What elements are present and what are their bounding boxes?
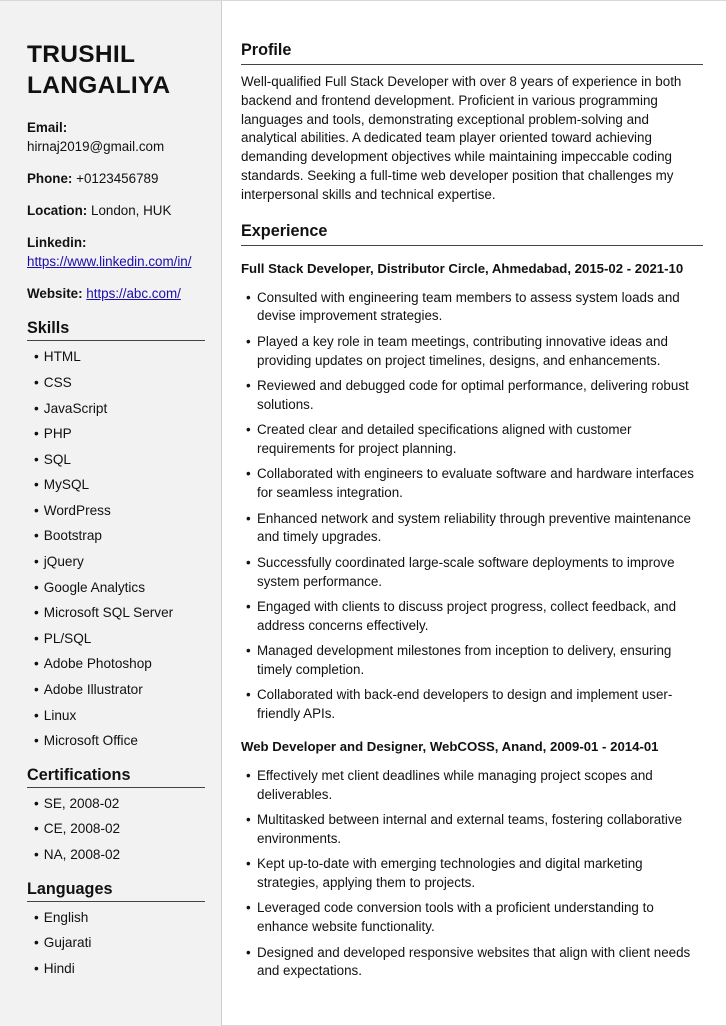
job-bullet: • Collaborated with back-end developers to design and implement user-friendly APIs.: [245, 686, 703, 724]
job-bullet: • Played a key role in team meetings, contributing innovative ideas and providing updates on project timelines, designs, and enhancements.: [245, 333, 703, 371]
phone-label: Phone:: [27, 170, 73, 186]
job-bullets: [241, 767, 703, 981]
profile-summary: Well-qualified Full Stack Developer with over 8 years of experience in both backend and frontend development. Proficient in various programming languages and tools, demonstrating exceptional problem-solving and analytical abilities. A dedicated team player oriented toward achieving demanding development objectives while maintaining impeccable coding standards. Seeking a full-time web developer position that challenges my interpersonal skills and technical expertise.: [241, 74, 682, 202]
skill-item: • Google Analytics: [34, 575, 204, 601]
experience-section: [241, 222, 703, 982]
skill-item: • Microsoft Office: [34, 728, 204, 754]
languages-list: [27, 905, 204, 982]
website-link[interactable]: https://abc.com/: [86, 285, 181, 301]
certification-item: • SE, 2008-02: [34, 791, 204, 817]
skill-item: • WordPress: [34, 498, 204, 524]
name-line-2: LANGALIYA: [27, 72, 171, 99]
skill-item: • jQuery: [34, 549, 204, 575]
email-label: Email:: [27, 120, 68, 135]
contact-website: [27, 285, 204, 304]
skills-section: [27, 319, 204, 754]
skills-list: [27, 344, 204, 754]
job-bullet: • Successfully coordinated large-scale software deployments to improve system performance.: [245, 554, 703, 592]
location-value: London, HUK: [91, 202, 172, 218]
languages-section: [27, 880, 204, 982]
job-bullet: • Multitasked between internal and external teams, fostering collaborative environments.: [245, 811, 703, 849]
language-item: • Hindi: [34, 956, 204, 982]
skill-item: • SQL: [34, 447, 204, 473]
skill-item: • PHP: [34, 421, 204, 447]
contact-email: [27, 119, 204, 157]
language-item: • Gujarati: [34, 930, 204, 956]
skill-item: • PL/SQL: [34, 626, 204, 652]
job-bullet: • Reviewed and debugged code for optimal performance, delivering robust solutions.: [245, 377, 703, 415]
skills-heading: Skills: [27, 319, 205, 341]
job-bullet: • Kept up-to-date with emerging technologies and digital marketing strategies, applying them to projects.: [245, 855, 703, 893]
skill-item: • JavaScript: [34, 396, 204, 422]
contact-location: [27, 202, 204, 221]
job-bullets: [241, 289, 703, 724]
profile-section: [241, 41, 703, 205]
website-label: Website:: [27, 285, 83, 301]
job-bullet: • Leveraged code conversion tools with a proficient understanding to enhance website functionality.: [245, 899, 703, 937]
phone-value: +0123456789: [76, 170, 159, 186]
skill-item: • HTML: [34, 344, 204, 370]
email-value: hirnaj2019@gmail.com: [27, 138, 165, 154]
main-content: [241, 1, 703, 988]
job-title: Web Developer and Designer, WebCOSS, Anand, 2009-01 - 2014-01: [241, 738, 659, 754]
job-bullet: • Collaborated with engineers to evaluate software and hardware interfaces for seamless integration.: [245, 465, 703, 503]
location-label: Location:: [27, 202, 88, 218]
job-title: Full Stack Developer, Distributor Circle, Ahmedabad, 2015-02 - 2021-10: [241, 260, 684, 276]
profile-heading: Profile: [241, 41, 703, 65]
name-line-1: TRUSHIL: [27, 41, 136, 68]
job-entry: [241, 260, 703, 724]
skill-item: • Linux: [34, 703, 204, 729]
languages-heading: Languages: [27, 880, 205, 902]
skill-item: • CSS: [34, 370, 204, 396]
certifications-list: [27, 791, 204, 868]
linkedin-label: Linkedin:: [27, 234, 87, 250]
skill-item: • Microsoft SQL Server: [34, 600, 204, 626]
certifications-heading: Certifications: [27, 766, 205, 788]
candidate-name: [27, 39, 204, 101]
job-bullet: • Created clear and detailed specifications aligned with customer requirements for project planning.: [245, 421, 703, 459]
experience-heading: Experience: [241, 222, 703, 246]
skill-item: • Adobe Illustrator: [34, 677, 204, 703]
certification-item: • CE, 2008-02: [34, 816, 204, 842]
certifications-section: [27, 766, 204, 868]
skill-item: • Bootstrap: [34, 523, 204, 549]
job-bullet: • Effectively met client deadlines while managing project scopes and deliverables.: [245, 767, 703, 805]
linkedin-link[interactable]: https://www.linkedin.com/in/: [27, 253, 192, 269]
sidebar: [0, 1, 222, 1026]
certification-item: • NA, 2008-02: [34, 842, 204, 868]
skill-item: • MySQL: [34, 472, 204, 498]
contact-linkedin: [27, 234, 204, 272]
job-bullet: • Managed development milestones from inception to delivery, ensuring timely completion.: [245, 642, 703, 680]
job-entry: [241, 738, 703, 981]
job-bullet: • Designed and developed responsive websites that align with client needs and expectations.: [245, 944, 703, 982]
job-bullet: • Consulted with engineering team members to assess system loads and devise improvement strategies.: [245, 289, 703, 327]
contact-phone: [27, 170, 204, 189]
contact-info: [27, 119, 204, 303]
skill-item: • Adobe Photoshop: [34, 651, 204, 677]
language-item: • English: [34, 905, 204, 931]
job-bullet: • Engaged with clients to discuss project progress, collect feedback, and address concerns effectively.: [245, 598, 703, 636]
job-bullet: • Enhanced network and system reliability through preventive maintenance and timely upgrades.: [245, 510, 703, 548]
